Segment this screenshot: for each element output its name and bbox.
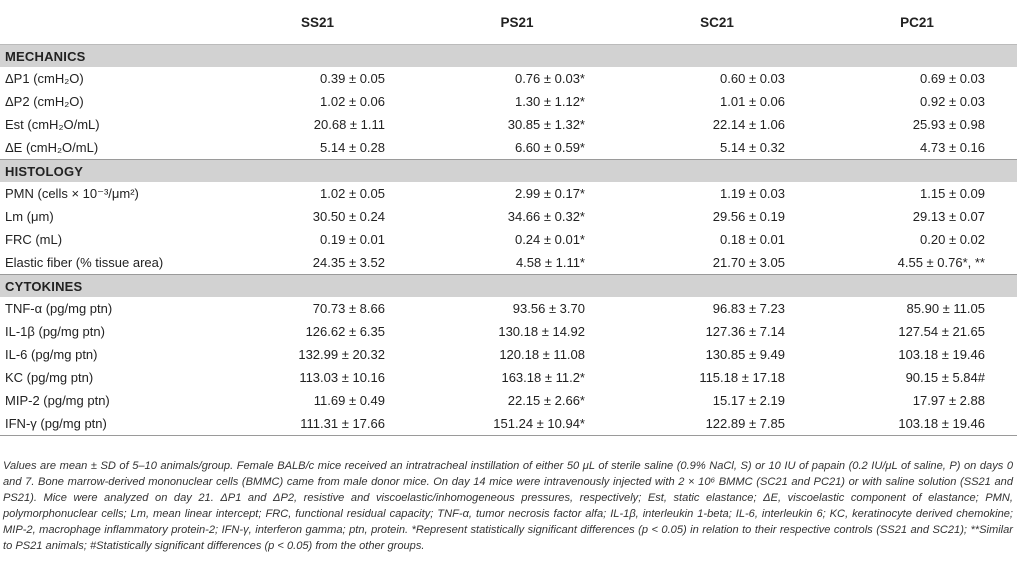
table-row bbox=[0, 228, 1017, 251]
value-cell: 151.24 ± 10.94* bbox=[417, 412, 617, 436]
value-cell: 90.15 ± 5.84# bbox=[905, 370, 985, 385]
table-row bbox=[0, 412, 1017, 436]
value-cell: 85.90 ± 11.05 bbox=[906, 301, 985, 316]
row-label: ΔP1 (cmH₂O) bbox=[5, 71, 84, 86]
value-cell: 70.73 ± 8.66 bbox=[312, 301, 385, 316]
value-cell: 0.24 ± 0.01* bbox=[514, 232, 585, 247]
table-body bbox=[0, 45, 1017, 436]
value-cell: 21.70 ± 3.05 bbox=[712, 255, 785, 270]
value-cell: 126.62 ± 6.35 bbox=[305, 324, 385, 339]
value-cell: 115.18 ± 17.18 bbox=[699, 370, 785, 385]
table-row bbox=[0, 366, 1017, 389]
value-cell: 29.56 ± 0.19 bbox=[712, 209, 785, 224]
value-cell: 127.54 ± 21.65 bbox=[898, 324, 985, 339]
value-cell: 6.60 ± 0.59* bbox=[514, 140, 585, 155]
header-cell: SC21 bbox=[700, 14, 734, 30]
section-header-row bbox=[0, 275, 1017, 298]
value-cell: 25.93 ± 0.98 bbox=[912, 117, 985, 132]
row-label: MIP-2 (pg/mg ptn) bbox=[5, 393, 110, 408]
value-cell: 130.85 ± 9.49 bbox=[705, 347, 785, 362]
value-cell: 1.01 ± 0.06 bbox=[720, 94, 785, 109]
value-cell: 29.13 ± 0.07 bbox=[912, 209, 985, 224]
value-cell: 34.66 ± 0.32* bbox=[507, 209, 585, 224]
value-cell: 4.55 ± 0.76*, ** bbox=[897, 255, 985, 270]
value-cell: 1.15 ± 0.09 bbox=[920, 186, 985, 201]
header-cell: SS21 bbox=[300, 14, 335, 30]
section-title: MECHANICS bbox=[0, 45, 1017, 68]
value-cell: 0.18 ± 0.01 bbox=[720, 232, 785, 247]
table-row bbox=[0, 90, 1017, 113]
table-row bbox=[0, 113, 1017, 136]
value-cell: 96.83 ± 7.23 bbox=[712, 301, 785, 316]
table-row bbox=[0, 297, 1017, 320]
table-footnote: Values are mean ± SD of 5–10 animals/group. Female BALB/c mice received an intratracheal instillation of either 50 μL of sterile saline (0.9% NaCl, S) or 10 IU of papain (0.2 IU/μL of saline, P) on days 0 and 7. Bone marrow-derived mononuclear cells (BMMC) came from male donor mice. On day 14 mice were intravenously injected with 2 × 10⁶ BMMC (SC21 and PC21) or with saline solution (SS21 and PS21). Mice were analyzed on day 21. ΔP1 and ΔP2, resistive and viscoelastic/inhomogeneous pressures, respectively; Est, static elastance; ΔE, viscoelastic component of elastance; PMN, polymorphonuclear cells; Lm, mean linear intercept; FRC, functional residual capacity; TNF-α, tumor necrosis factor alfa; IL-1β, interleukin 1-beta; IL-6, interleukin 6; KC, keratinocyte derived chemokine; MIP-2, macrophage inflammatory protein-2; IFN-γ, interferon gamma; ptn, protein. *Represent statistically significant differences (p < 0.05) in relation to their respective controls (SS21 and SC21); **Similar to PS21 animals; #Statistically significant differences (p < 0.05) from the other groups. bbox=[3, 460, 1013, 552]
row-label: Est (cmH₂O/mL) bbox=[5, 117, 100, 132]
section-header-row bbox=[0, 45, 1017, 68]
row-label: FRC (mL) bbox=[5, 232, 63, 247]
row-label: KC (pg/mg ptn) bbox=[5, 370, 94, 385]
row-label: Lm (μm) bbox=[5, 209, 54, 224]
value-cell: 22.15 ± 2.66* bbox=[507, 393, 585, 408]
value-cell: 1.02 ± 0.05 bbox=[320, 186, 385, 201]
row-label: IFN-γ (pg/mg ptn) bbox=[0, 412, 218, 436]
value-cell: 163.18 ± 11.2* bbox=[501, 370, 585, 385]
row-label: TNF-α (pg/mg ptn) bbox=[5, 301, 113, 316]
value-cell: 111.31 ± 17.66 bbox=[218, 412, 417, 436]
value-cell: 122.89 ± 7.85 bbox=[617, 412, 817, 436]
value-cell: 1.02 ± 0.06 bbox=[320, 94, 385, 109]
value-cell: 0.92 ± 0.03 bbox=[920, 94, 985, 109]
value-cell: 93.56 ± 3.70 bbox=[512, 301, 585, 316]
table-row bbox=[0, 136, 1017, 160]
value-cell: 0.76 ± 0.03* bbox=[514, 71, 585, 86]
value-cell: 120.18 ± 11.08 bbox=[499, 347, 585, 362]
value-cell: 103.18 ± 19.46 bbox=[817, 412, 1017, 436]
value-cell: 103.18 ± 19.46 bbox=[898, 347, 985, 362]
header-cell: PS21 bbox=[500, 14, 534, 30]
value-cell: 22.14 ± 1.06 bbox=[712, 117, 785, 132]
value-cell: 0.19 ± 0.01 bbox=[320, 232, 385, 247]
table-row bbox=[0, 67, 1017, 90]
value-cell: 24.35 ± 3.52 bbox=[312, 255, 385, 270]
value-cell: 0.39 ± 0.05 bbox=[320, 71, 385, 86]
section-header-row bbox=[0, 160, 1017, 183]
table-row bbox=[0, 251, 1017, 275]
header-cell: PC21 bbox=[900, 14, 934, 30]
value-cell: 1.30 ± 1.12* bbox=[514, 94, 585, 109]
value-cell: 20.68 ± 1.11 bbox=[313, 117, 385, 132]
value-cell: 0.20 ± 0.02 bbox=[920, 232, 985, 247]
value-cell: 127.36 ± 7.14 bbox=[705, 324, 785, 339]
row-label: ΔP2 (cmH₂O) bbox=[5, 94, 84, 109]
value-cell: 30.50 ± 0.24 bbox=[312, 209, 385, 224]
value-cell: 113.03 ± 10.16 bbox=[299, 370, 385, 385]
section-title: CYTOKINES bbox=[0, 275, 1017, 298]
value-cell: 17.97 ± 2.88 bbox=[912, 393, 985, 408]
value-cell: 4.73 ± 0.16 bbox=[920, 140, 985, 155]
value-cell: 130.18 ± 14.92 bbox=[498, 324, 585, 339]
value-cell: 0.60 ± 0.03 bbox=[720, 71, 785, 86]
value-cell: 5.14 ± 0.28 bbox=[320, 140, 385, 155]
table-row bbox=[0, 205, 1017, 228]
value-cell: 0.69 ± 0.03 bbox=[920, 71, 985, 86]
value-cell: 1.19 ± 0.03 bbox=[720, 186, 785, 201]
value-cell: 4.58 ± 1.11* bbox=[515, 255, 585, 270]
header-cell bbox=[0, 0, 218, 45]
table-row bbox=[0, 343, 1017, 366]
value-cell: 2.99 ± 0.17* bbox=[514, 186, 585, 201]
value-cell: 15.17 ± 2.19 bbox=[712, 393, 785, 408]
value-cell: 30.85 ± 1.32* bbox=[507, 117, 585, 132]
value-cell: 11.69 ± 0.49 bbox=[313, 393, 385, 408]
row-label: Elastic fiber (% tissue area) bbox=[5, 255, 164, 270]
value-cell: 132.99 ± 20.32 bbox=[298, 347, 385, 362]
row-label: IL-6 (pg/mg ptn) bbox=[5, 347, 98, 362]
row-label: PMN (cells × 10⁻³/μm²) bbox=[5, 185, 139, 201]
section-title: HISTOLOGY bbox=[0, 160, 1017, 183]
header-row bbox=[0, 0, 1017, 45]
value-cell: 5.14 ± 0.32 bbox=[720, 140, 785, 155]
row-label: ΔE (cmH₂O/mL) bbox=[5, 140, 99, 155]
table-row bbox=[0, 389, 1017, 412]
row-label: IL-1β (pg/mg ptn) bbox=[5, 324, 105, 339]
table-row bbox=[0, 182, 1017, 205]
table-row bbox=[0, 320, 1017, 343]
